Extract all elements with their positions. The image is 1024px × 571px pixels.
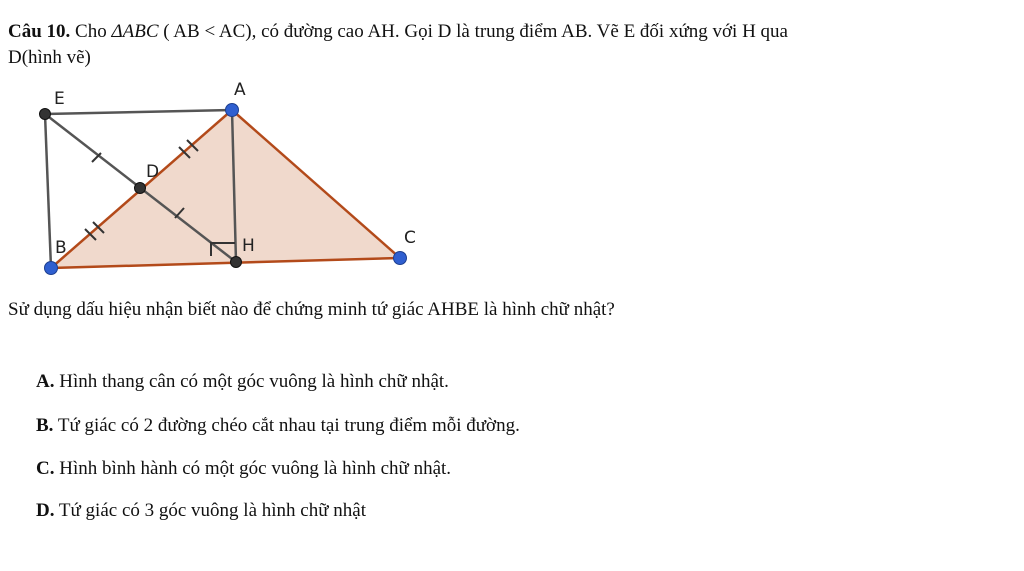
point-h [231,257,242,268]
option-letter: A. [36,371,55,392]
label-e: E [54,89,65,109]
option-b [36,414,520,438]
option-letter: C. [36,458,55,479]
question-text: Sử dụng dấu hiệu nhận biết nào để chứng minh tứ giác AHBE là hình chữ nhật? [8,299,615,320]
option-a [36,370,449,394]
triangle-notation: ΔABC [111,21,159,42]
segment-eb [45,114,51,268]
geometry-figure [0,70,440,290]
label-a: A [234,80,246,100]
option-text: Tứ giác có 3 góc vuông là hình chữ nhật [54,500,366,521]
option-c [36,457,451,481]
point-e [40,109,51,120]
option-text: Tứ giác có 2 đường chéo cắt nhau tại trung điểm mỗi đường. [53,415,520,436]
problem-number: Câu 10. [8,21,71,42]
label-b: B [55,238,67,258]
problem-statement-line1 [8,20,788,44]
point-d [135,183,146,194]
triangle-abc-fill [51,110,400,268]
problem-statement-line2: D(hình vẽ) [8,47,91,68]
option-letter: B. [36,415,54,436]
problem-condition: ( AB < AC), có đường cao AH. Gọi D là trung điểm AB. Vẽ E đối xứng với H qua [158,21,788,42]
point-b [45,262,58,275]
point-c [394,252,407,265]
option-letter: D. [36,500,55,521]
problem-intro: Cho [70,21,112,42]
label-h: H [242,236,255,256]
point-a [226,104,239,117]
option-text: Hình thang cân có một góc vuông là hình chữ nhật. [54,371,449,392]
label-c: C [404,228,416,248]
segment-ea [45,110,232,114]
option-d [36,499,366,523]
label-d: D [146,162,160,182]
option-text: Hình bình hành có một góc vuông là hình chữ nhật. [54,458,452,479]
